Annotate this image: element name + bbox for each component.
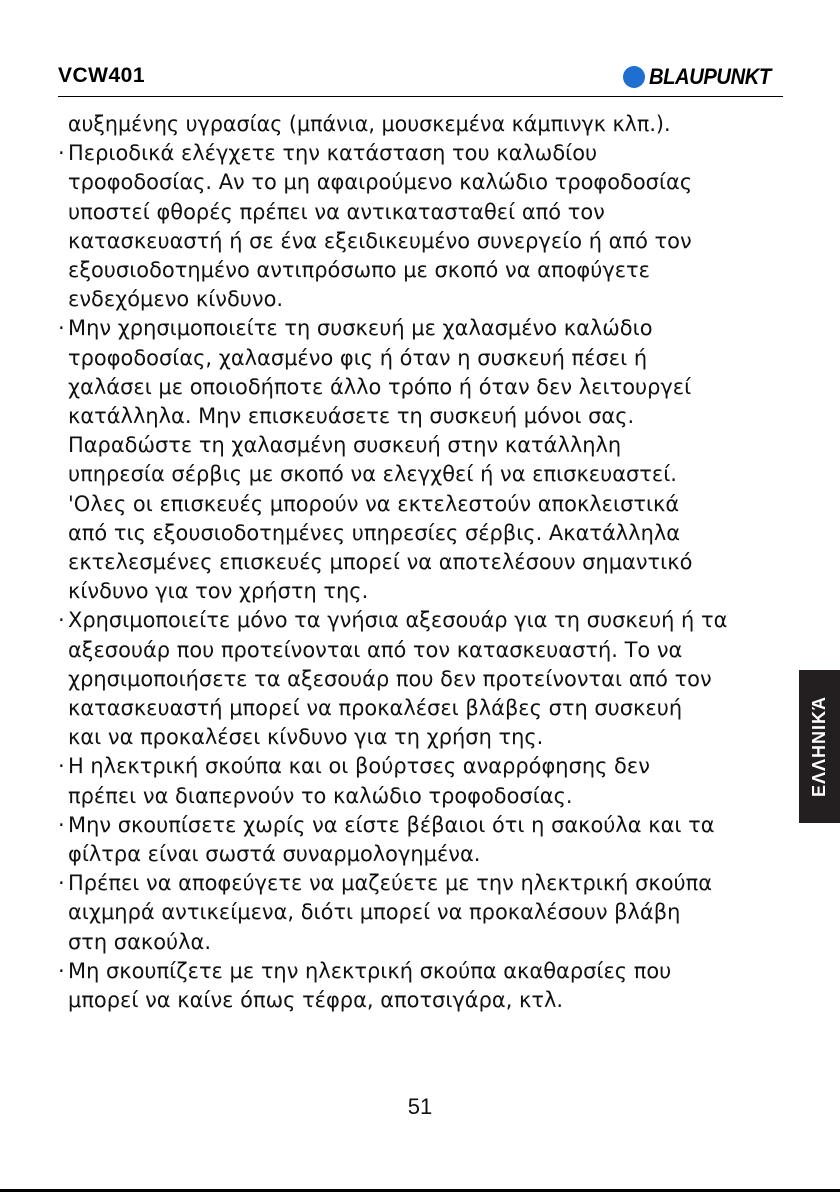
page-number: 51 — [407, 1094, 433, 1119]
text-line: φίλτρα είναι σωστά συναρμολογημένα. — [68, 842, 481, 867]
text-line: Χρησιμοποιείτε μόνο τα γνήσια αξεσουάρ για τη συσκευή ή τα — [68, 608, 728, 633]
model-number: VCW401 — [58, 64, 146, 87]
text-line: Παραδώστε τη χαλασμένη συσκευή στην κατάλληλη — [68, 433, 622, 458]
page-header — [58, 64, 783, 97]
text-line: κατασκευαστή μπορεί να προκαλέσει βλάβες στη συσκευή — [68, 696, 683, 721]
bullet-icon: · — [58, 812, 65, 837]
bullet-icon: · — [58, 871, 65, 896]
list-item — [58, 752, 788, 810]
continuation-line: αυξημένης υγρασίας (μπάνια, μουσκεμένα κάμπινγκ κλπ.). — [67, 112, 671, 136]
text-line: Μην σκουπίσετε χωρίς να είστε βέβαιοι ότι η σακούλα και τα — [68, 812, 715, 837]
text-line: 'Ολες οι επισκευές μπορούν να εκτελεστούν αποκλειστικά — [68, 491, 680, 516]
text-line: αιχμηρά αντικείμενα, διότι μπορεί να προκαλέσουν βλάβη — [68, 900, 681, 925]
bullet-list — [58, 139, 788, 1015]
text-line: εξουσιοδοτημένο αντιπρόσωπο με σκοπό να αποφύγετε — [68, 258, 650, 283]
language-tab — [799, 670, 840, 823]
text-line: χαλάσει με οποιοδήποτε άλλο τρόπο ή όταν δεν λειτουργεί — [68, 374, 692, 399]
text-line: κατάλληλα. Μην επισκευάσετε τη συσκευή μόνοι σας. — [68, 404, 635, 429]
text-line: εκτελεσμένες επισκευές μπορεί να αποτελέσουν σημαντικό — [68, 550, 693, 575]
text-line: υπηρεσία σέρβις με σκοπό να ελεγχθεί ή να επισκευαστεί. — [68, 462, 677, 487]
text-line: Η ηλεκτρική σκούπα και οι βούρτσες αναρρόφησης δεν — [68, 754, 650, 779]
text-line: στη σακούλα. — [68, 929, 212, 954]
text-line: υποστεί φθορές πρέπει να αντικατασταθεί από τον — [68, 199, 605, 224]
text-line: ενδεχόμενο κίνδυνο. — [68, 287, 284, 312]
text-line: χρησιμοποιήσετε τα αξεσουάρ που δεν προτείνονται από τον — [68, 666, 712, 691]
text-line: Μην χρησιμοποιείτε τη συσκευή με χαλασμένο καλώδιο — [68, 316, 653, 341]
list-item — [58, 869, 788, 957]
text-line: μπορεί να καίνε όπως τέφρα, αποτσιγάρα, κτλ. — [68, 988, 564, 1013]
text-line: τροφοδοσίας. Αν το μη αφαιρούμενο καλώδιο τροφοδοσίας — [68, 170, 693, 195]
text-line: Περιοδικά ελέγχετε την κατάσταση του καλωδίου — [68, 141, 598, 166]
brand-name: BLAUPUNKT — [648, 64, 771, 89]
text-line: πρέπει να διαπερνούν το καλώδιο τροφοδοσίας. — [68, 783, 573, 808]
text-line: κίνδυνο για τον χρήστη της. — [68, 579, 369, 604]
brand-logo — [623, 65, 781, 89]
bullet-icon: · — [58, 316, 65, 341]
bullet-icon: · — [58, 608, 65, 633]
language-tab-label: ΕΛΛΗΝΙΚΆ — [809, 695, 830, 798]
text-line: Μη σκουπίζετε με την ηλεκτρική σκούπα ακαθαρσίες που — [68, 958, 672, 983]
list-item — [58, 811, 788, 869]
list-item — [58, 957, 788, 1015]
text-line: κατασκευαστή ή σε ένα εξειδικευμένο συνεργείο ή από τον — [68, 228, 692, 253]
brand-dot-icon — [623, 66, 645, 88]
list-item — [58, 139, 788, 314]
text-line: από τις εξουσιοδοτημένες υπηρεσίες σέρβις. Ακατάλληλα — [68, 520, 681, 545]
text-line: τροφοδοσίας, χαλασμένο φις ή όταν η συσκευή πέσει ή — [68, 345, 648, 370]
text-line: και να προκαλέσει κίνδυνο για τη χρήση της. — [68, 725, 544, 750]
text-line: Πρέπει να αποφεύγετε να μαζεύετε με την ηλεκτρική σκούπα — [68, 871, 713, 896]
bullet-icon: · — [58, 958, 65, 983]
safety-instructions — [58, 110, 788, 1015]
text-line: αξεσουάρ που προτείνονται από τον κατασκευαστή. Το να — [68, 637, 683, 662]
bullet-icon: · — [58, 141, 65, 166]
list-item — [58, 314, 788, 606]
bullet-icon: · — [58, 754, 65, 779]
list-item — [58, 606, 788, 752]
